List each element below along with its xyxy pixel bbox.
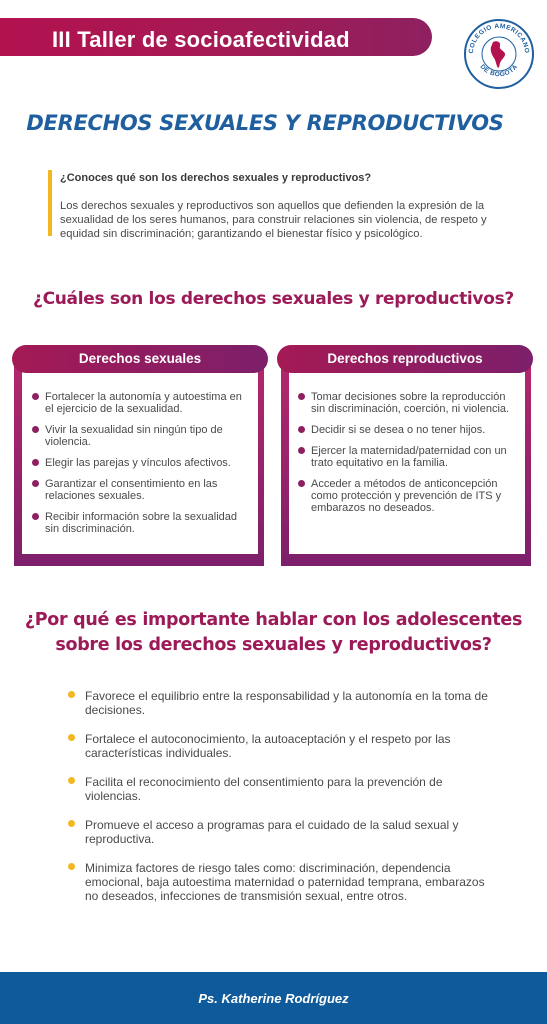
list-item: Ejercer la maternidad/paternidad con un trato equitativo en la familia. (298, 445, 518, 469)
sexual-rights-list (32, 391, 252, 544)
bullet-dot (32, 459, 39, 466)
intro-text: Los derechos sexuales y reproductivos son aquellos que defienden la expresión de la sexualidad de los seres humanos, para construir relaciones sin violencia, de respeto y equidad sin discriminación; garantizando el bienestar físico y psicológico. (60, 200, 487, 240)
bullet-dot (298, 426, 305, 433)
bullet-dot (32, 393, 39, 400)
bullet-dot (68, 820, 75, 827)
section-title-rights: ¿Cuáles son los derechos sexuales y reproductivos? (33, 289, 514, 309)
bullet-dot (68, 734, 75, 741)
bullet-dot (32, 426, 39, 433)
bullet-dot (32, 513, 39, 520)
intro-question: ¿Conoces qué son los derechos sexuales y reproductivos? (60, 172, 372, 184)
bullet-dot (298, 393, 305, 400)
list-item: Vivir la sexualidad sin ningún tipo de violencia. (32, 424, 252, 448)
reproductive-rights-list (298, 391, 518, 523)
bullet-dot (68, 691, 75, 698)
card-title-sexual: Derechos sexuales (12, 345, 268, 373)
list-item: Elegir las parejas y vínculos afectivos. (32, 457, 252, 469)
svg-text:COLEGIO AMERICANO: COLEGIO AMERICANO (467, 22, 531, 54)
list-item: Favorece el equilibrio entre la responsabilidad y la autonomía en la toma de decisiones. (68, 689, 488, 717)
bullet-dot (68, 777, 75, 784)
section-title-importance: ¿Por qué es importante hablar con los adolescentes sobre los derechos sexuales y reproductivos? (24, 610, 523, 655)
list-item: Acceder a métodos de anticoncepción como protección y prevención de ITS y embarazos no deseados. (298, 478, 518, 514)
importance-list (68, 689, 488, 918)
list-item: Fortalece el autoconocimiento, la autoaceptación y el respeto por las características individuales. (68, 732, 488, 760)
list-item: Recibir información sobre la sexualidad sin discriminación. (32, 511, 252, 535)
footer-author: Ps. Katherine Rodríguez (198, 991, 349, 1006)
page-title: DERECHOS SEXUALES Y REPRODUCTIVOS (26, 111, 504, 135)
school-seal-logo (463, 18, 535, 90)
svg-text:DE BOGOTÁ: DE BOGOTÁ (478, 63, 520, 79)
bullet-dot (298, 480, 305, 487)
list-item: Promueve el acceso a programas para el cuidado de la salud sexual y reproductiva. (68, 818, 488, 846)
list-item: Decidir si se desea o no tener hijos. (298, 424, 518, 436)
header-title: III Taller de socioafectividad (52, 27, 350, 52)
card-title-reproductive: Derechos reproductivos (277, 345, 533, 373)
list-item: Fortalecer la autonomía y autoestima en el ejercicio de la sexualidad. (32, 391, 252, 415)
list-item: Garantizar el consentimiento en las relaciones sexuales. (32, 478, 252, 502)
list-item: Tomar decisiones sobre la reproducción sin discriminación, coerción, ni violencia. (298, 391, 518, 415)
bullet-dot (68, 863, 75, 870)
bullet-dot (32, 480, 39, 487)
list-item: Minimiza factores de riesgo tales como: discriminación, dependencia emocional, baja autoestima maternidad o paternidad temprana, embarazos no deseados, infecciones de transmisión sexual, entre otros. (68, 861, 488, 903)
bullet-dot (298, 447, 305, 454)
intro-accent-bar (48, 170, 52, 236)
list-item: Facilita el reconocimiento del consentimiento para la prevención de violencias. (68, 775, 488, 803)
